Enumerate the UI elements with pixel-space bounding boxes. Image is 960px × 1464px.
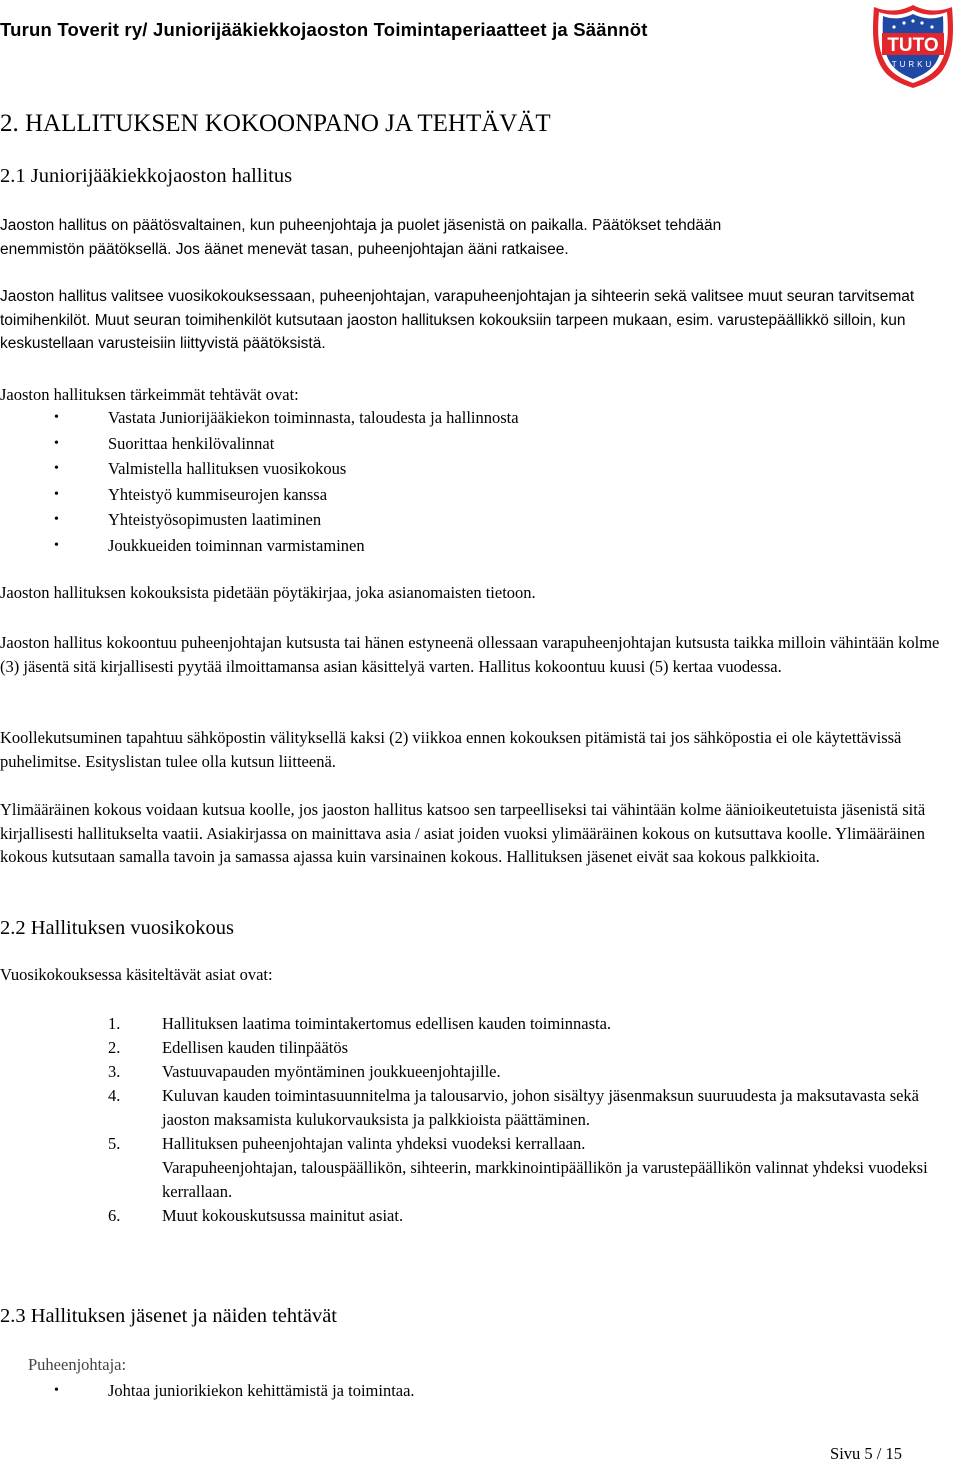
list-item: 3. Vastuuvapauden myöntäminen joukkueenjohtajille. bbox=[108, 1062, 501, 1081]
section-2-3-title: 2.3 Hallituksen jäsenet ja näiden tehtävät bbox=[0, 1305, 337, 1327]
bullet-icon: • bbox=[54, 461, 59, 476]
annual-meeting-agenda bbox=[0, 1012, 960, 1228]
list-item: • Valmistella hallituksen vuosikokous bbox=[0, 456, 940, 482]
list-item: 2. Edellisen kauden tilinpäätös bbox=[108, 1038, 349, 1057]
section-2-title: 2. HALLITUKSEN KOKOONPANO JA TEHTÄVÄT bbox=[0, 110, 551, 137]
list-item: • Yhteistyö kummiseurojen kanssa bbox=[0, 482, 940, 508]
paragraph-convening: Jaoston hallitus kokoontuu puheenjohtajan kutsusta tai hänen estyneenä ollessaan varapuheenjohtajan kutsusta taikka milloin vähintään kolme (3) jäsentä sitä kirjallisesti pyytää ilmoittamansa asian käsittelyä varten. Hallitus kokoontuu kuusi (5) kertaa vuodessa. bbox=[0, 633, 940, 676]
paragraph-officials: Jaoston hallitus valitsee vuosikokouksessaan, puheenjohtajan, varapuheenjohtajan ja sihteerin sekä valitsee muut seuran tarvitsemat toimihenkilöt. Muut seuran toimihenkilöt kutsutaan jaoston hallituksen kokouksiin tarpeen mukaan, esim. varustepäällikkö silloin, kun keskustellaan varusteisiin liittyvistä päätöksistä. bbox=[0, 288, 915, 352]
annual-meeting-intro: Vuosikokouksessa käsiteltävät asiat ovat: bbox=[0, 965, 273, 984]
paragraph-minutes: Jaoston hallituksen kokouksista pidetään pöytäkirjaa, joka asianomaisten tietoon. bbox=[0, 583, 536, 602]
bullet-icon: • bbox=[54, 1383, 59, 1398]
role-heading-chairman: Puheenjohtaja: bbox=[28, 1355, 127, 1374]
list-item: 1. Hallituksen laatima toimintakertomus edellisen kauden toiminnasta. bbox=[108, 1014, 612, 1033]
bullet-icon: • bbox=[54, 435, 59, 451]
logo-text: TUTO bbox=[887, 35, 939, 56]
tasks-intro: Jaoston hallituksen tärkeimmät tehtävät ovat: bbox=[0, 385, 299, 404]
tasks-list bbox=[0, 405, 940, 558]
bullet-icon: • bbox=[54, 537, 59, 553]
list-item: • Suorittaa henkilövalinnat bbox=[0, 431, 940, 457]
page-number: Sivu 5 / 15 bbox=[830, 1444, 902, 1463]
paragraph-quorum-line-1: Jaoston hallitus on päätösvaltainen, kun puheenjohtaja ja puolet jäsenistä on paikalla. Päätökset tehdään bbox=[0, 217, 722, 234]
list-item: 6. Muut kokouskutsussa mainitut asiat. bbox=[108, 1206, 404, 1225]
paragraph-quorum-line-2: enemmistön päätöksellä. Jos äänet menevät tasan, puheenjohtajan ääni ratkaisee. bbox=[0, 240, 569, 258]
section-2-2-title: 2.2 Hallituksen vuosikokous bbox=[0, 917, 235, 939]
list-item: • Johtaa juniorikiekon kehittämistä ja toimintaa. bbox=[0, 1378, 940, 1404]
list-item: 5. Hallituksen puheenjohtajan valinta yhdeksi vuodeksi kerrallaan. Varapuheenjohtajan, talouspäällikön, sihteerin, markkinointipäällikön ja varustepäällikön valinnat yhdeksi vuodeksi kerrallaan. bbox=[108, 1134, 928, 1201]
document-header-title: Turun Toverit ry/ Juniorijääkiekkojaoston Toimintaperiaatteet ja Säännöt bbox=[0, 19, 648, 40]
list-item: 4. Kuluvan kauden toimintasuunnitelma ja talousarvio, johon sisältyy jäsenmaksun suuruudesta ja maksutavasta sekä jaoston maksamista kulukorvauksista ja palkkioista päättäminen. bbox=[108, 1086, 920, 1129]
tuto-logo bbox=[870, 3, 956, 89]
chairman-duties-list bbox=[0, 1378, 940, 1404]
bullet-icon: • bbox=[54, 410, 59, 425]
bullet-icon: • bbox=[54, 486, 59, 502]
paragraph-extraordinary-meeting: Ylimääräinen kokous voidaan kutsua koolle, jos jaoston hallitus katsoo sen tarpeelliseksi tai vähintään kolme äänioikeutetuista jäsenistä sitä kirjallisesti hallitukselta vaatii. Asiakirjassa on mainittava asia / asiat joiden vuoksi ylimääräinen kokous on kutsuttava koolle. Ylimääräinen kokous kutsutaan samalla tavoin ja samassa ajassa kuin varsinainen kokous. Hallituksen jäsenet eivät saa kokous palkkioita. bbox=[0, 800, 926, 866]
list-item: • Yhteistyösopimusten laatiminen bbox=[0, 507, 940, 533]
paragraph-invitation: Koollekutsuminen tapahtuu sähköpostin välityksellä kaksi (2) viikkoa ennen kokouksen pitämistä tai jos sähköpostia ei ole käytettävissä puhelimitse. Esityslistan tulee olla kutsun liitteenä. bbox=[0, 728, 902, 771]
paragraph-quorum bbox=[0, 214, 958, 261]
bullet-icon: • bbox=[54, 512, 59, 527]
section-2-1-title: 2.1 Juniorijääkiekkojaoston hallitus bbox=[0, 165, 293, 187]
list-item: • Vastata Juniorijääkiekon toiminnasta, taloudesta ja hallinnosta bbox=[0, 405, 940, 431]
list-item: • Joukkueiden toiminnan varmistaminen bbox=[0, 533, 940, 559]
logo-subtext: TURKU bbox=[891, 60, 935, 69]
